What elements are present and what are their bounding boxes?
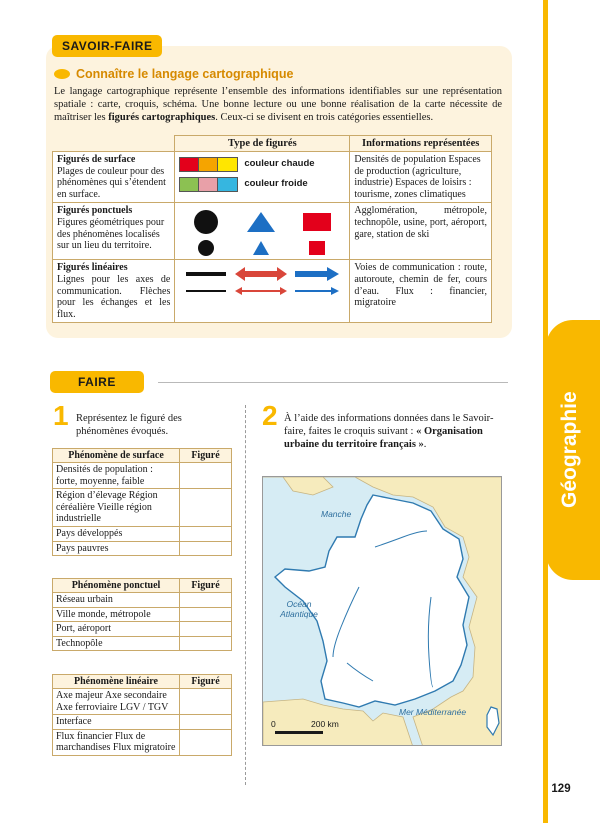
table-header: Phénomène ponctuel — [53, 579, 180, 593]
warm-label: couleur chaude — [244, 158, 315, 170]
cold-label: couleur froide — [244, 178, 308, 190]
figure-answer-cell[interactable] — [180, 593, 232, 608]
side-tab-label: Géographie — [558, 391, 581, 509]
phenomenon-cell: Densités de population : forte, moyenne, faible — [53, 463, 180, 489]
figure-answer-cell[interactable] — [180, 463, 232, 489]
category-name: Figurés linéaires — [57, 262, 128, 274]
table-row — [53, 729, 232, 755]
savoir-faire-title-text: Connaître le langage cartographique — [76, 67, 294, 81]
category-desc: Plages de couleur pour des phénomènes qui s’étendent en surface. — [57, 165, 166, 200]
table-row — [53, 689, 232, 715]
warm-swatch — [218, 158, 237, 171]
info-cell: Voies de communication : route, autoroute, chemin de fer, cours d’eau. Flux : financier, migratoire — [350, 260, 492, 323]
table-row — [53, 715, 232, 730]
category-name: Figurés de surface — [57, 154, 136, 165]
table-row — [53, 593, 232, 608]
phenomenon-cell: Réseau urbain — [53, 593, 180, 608]
instruction-end: . — [423, 438, 427, 450]
small-square-icon — [308, 240, 326, 256]
table-row — [53, 152, 492, 203]
large-circle-icon — [192, 209, 220, 235]
faire-divider — [158, 382, 508, 383]
small-triangle-icon — [252, 240, 270, 256]
category-name: Figurés ponctuels — [57, 205, 133, 217]
warm-swatch — [180, 158, 199, 171]
category-cell — [53, 260, 175, 323]
category-cell — [53, 152, 175, 203]
bullet-icon — [54, 69, 70, 79]
point-phenomena-table — [52, 578, 232, 651]
table-row — [53, 622, 232, 637]
figure-header: Figuré — [180, 675, 232, 689]
table-header: Phénomène linéaire — [53, 675, 180, 689]
intro-text-end: . Ceux-ci se divisent en trois catégories essentielles. — [215, 112, 434, 124]
table-row — [53, 489, 232, 527]
header-type: Type de figurés — [175, 136, 350, 152]
thin-double-arrow-icon — [235, 286, 287, 296]
figure-answer-cell[interactable] — [180, 715, 232, 730]
thick-double-arrow-icon — [235, 266, 287, 282]
figure-answer-cell[interactable] — [180, 622, 232, 637]
faire-tag: FAIRE — [50, 371, 144, 393]
column-divider — [245, 405, 246, 785]
info-cell: Agglomération, métropole, technopôle, usine, port, aéroport, gare, station de ski — [350, 203, 492, 260]
exercise-1-number: 1 — [53, 400, 69, 431]
label-med: Mer Méditerranée — [399, 707, 467, 717]
intro-text: Le langage cartographique représente l’ensemble des informations identifiables sur une représentation spatiale : carte, croquis, schéma. Une bonne lecture ou une bonne réalisation de la carte nécessite de maîtriser les — [54, 86, 502, 124]
phenomenon-cell: Région d’élevage Région céréalière Vieille région industrielle — [53, 489, 180, 527]
table-row — [53, 526, 232, 541]
phenomenon-cell: Pays pauvres — [53, 541, 180, 556]
phenomenon-cell: Axe majeur Axe secondaire Axe ferroviaire LGV / TGV — [53, 689, 180, 715]
figure-answer-cell[interactable] — [180, 689, 232, 715]
line-phenomena-table — [52, 674, 232, 756]
cold-swatch — [180, 178, 199, 191]
phenomenon-cell: Pays développés — [53, 526, 180, 541]
france-blank-map[interactable] — [262, 476, 502, 746]
phenomenon-cell: Port, aéroport — [53, 622, 180, 637]
england-coast — [283, 477, 333, 495]
table-row — [53, 260, 492, 323]
label-ocean: Océan Atlantique — [280, 599, 318, 619]
figure-answer-cell[interactable] — [180, 636, 232, 651]
figure-answer-cell[interactable] — [180, 526, 232, 541]
line-figures — [175, 260, 350, 323]
small-circle-icon — [197, 239, 215, 257]
large-square-icon — [302, 212, 332, 232]
phenomenon-cell: Flux financier Flux de marchandises Flux migratoire — [53, 729, 180, 755]
cold-swatches — [179, 177, 238, 192]
table-row — [53, 607, 232, 622]
category-desc: Figures géométriques pour des phénomènes localisés sur un lieu du territoire. — [57, 216, 165, 252]
exercise-2-number: 2 — [262, 400, 278, 431]
cold-swatch — [199, 178, 218, 191]
exercise-1-instruction: Représentez le figuré des phénomènes évoqués. — [76, 413, 182, 437]
phenomenon-cell: Technopôle — [53, 636, 180, 651]
figure-header: Figuré — [180, 449, 232, 463]
intro-bold: figurés cartographiques — [108, 112, 216, 124]
scale-bar — [275, 731, 323, 734]
info-cell: Densités de population Espaces de production (agriculture, industrie) Espaces de loisirs : tourisme, zones climatiques — [350, 152, 492, 203]
table-row — [53, 463, 232, 489]
header-blank — [53, 136, 175, 152]
thick-line-icon — [186, 269, 226, 279]
category-desc: Lignes pour les axes de communication. Flèches pour les échanges et les flux. — [57, 273, 171, 320]
table-row — [53, 541, 232, 556]
surface-phenomena-table — [52, 448, 232, 556]
figure-answer-cell[interactable] — [180, 489, 232, 527]
phenomenon-cell: Interface — [53, 715, 180, 730]
thin-arrow-icon — [295, 286, 339, 296]
header-info: Informations représentées — [350, 136, 492, 152]
table-header: Phénomène de surface — [53, 449, 180, 463]
category-cell — [53, 203, 175, 260]
instruction-bold: « Organisation urbaine du territoire français » — [284, 425, 483, 450]
warm-swatch — [199, 158, 218, 171]
cold-swatch-row — [179, 174, 345, 194]
thin-line-icon — [186, 287, 226, 295]
scale-zero: 0 — [271, 719, 276, 729]
scale-distance: 200 km — [311, 719, 339, 729]
cold-swatch — [218, 178, 237, 191]
phenomenon-cell: Ville monde, métropole — [53, 607, 180, 622]
exercise-2-instruction — [284, 413, 506, 451]
page-number: 129 — [551, 783, 571, 795]
figure-answer-cell[interactable] — [180, 607, 232, 622]
table-row — [53, 203, 492, 260]
warm-swatches — [179, 157, 238, 172]
figure-answer-cell[interactable] — [180, 541, 232, 556]
label-manche: Manche — [321, 509, 352, 519]
point-figures — [175, 203, 350, 260]
large-triangle-icon — [246, 211, 276, 233]
figures-table — [52, 135, 492, 323]
instruction-text: À l’aide des informations données dans le Savoir-faire, faites le croquis suivant : — [284, 413, 494, 437]
table-row — [53, 636, 232, 651]
savoir-faire-title — [54, 67, 293, 81]
thick-arrow-icon — [295, 266, 339, 282]
savoir-faire-intro — [54, 85, 502, 125]
figure-header: Figuré — [180, 579, 232, 593]
figure-answer-cell[interactable] — [180, 729, 232, 755]
warm-swatch-row — [179, 154, 345, 174]
savoir-faire-tag: SAVOIR-FAIRE — [52, 35, 162, 57]
surface-figures — [175, 152, 350, 203]
